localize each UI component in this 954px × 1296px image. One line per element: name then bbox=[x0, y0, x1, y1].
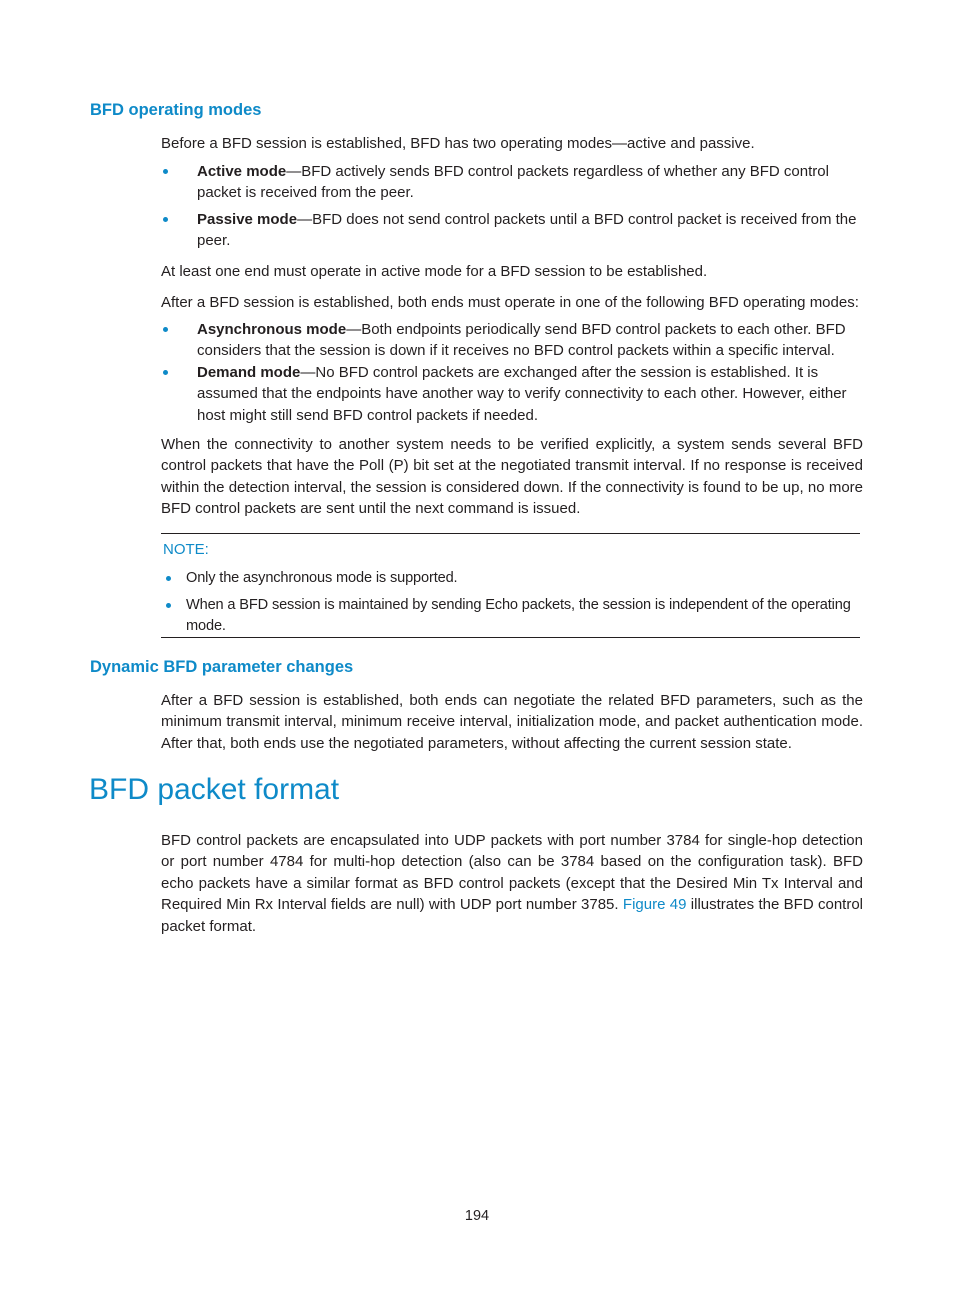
section-heading-dynamic-parameters: Dynamic BFD parameter changes bbox=[90, 658, 354, 676]
term-asynchronous-mode: Asynchronous mode bbox=[197, 321, 347, 338]
list-item bbox=[163, 595, 860, 638]
term-description: —BFD actively sends BFD control packets regardless of whether any BFD control packet is received from the peer. bbox=[197, 163, 829, 202]
note-list bbox=[163, 568, 860, 638]
list-item bbox=[161, 319, 863, 362]
session-modes-list bbox=[161, 319, 863, 426]
term-description: —No BFD control packets are exchanged after the session is established. It is assumed that the endpoints have another way to verify connectivity to each other. However, either host might still send BFD control packets if needed. bbox=[197, 363, 847, 424]
section-heading-operating-modes: BFD operating modes bbox=[90, 101, 262, 119]
term-description: —Both endpoints periodically send BFD control packets to each other. BFD considers that the session is down if it receives no BFD control packets within a specific interval. bbox=[197, 321, 846, 360]
bullet-icon bbox=[163, 217, 168, 222]
bullet-icon bbox=[163, 370, 168, 375]
term-description: —BFD does not send control packets until a BFD control packet is received from the peer. bbox=[197, 210, 857, 250]
paragraph-connectivity: When the connectivity to another system needs to be verified explicitly, a system sends several BFD control packets that have the Poll (P) bit set at the negotiated transmit interval. If no response is received within the detection interval, the session is considered down. If the connectivity is found to be up, no more BFD control packets are sent until the next command is issued. bbox=[161, 436, 863, 518]
bullet-icon bbox=[163, 327, 168, 332]
paragraph-dynamic-parameters: After a BFD session is established, both ends can negotiate the related BFD parameters, such as the minimum transmit interval, minimum receive interval, initialization mode, and packet authentication mode. After that, both ends use the negotiated parameters, without affecting the current session state. bbox=[161, 692, 863, 752]
paragraph-text: illustrates the BFD control packet format. bbox=[161, 896, 864, 935]
note-top-rule bbox=[161, 533, 860, 534]
list-item bbox=[161, 362, 863, 426]
note-bottom-rule bbox=[161, 637, 860, 638]
note-item-text: When a BFD session is maintained by sending Echo packets, the session is independent of the operating mode. bbox=[186, 596, 851, 635]
figure-49-link[interactable]: Figure 49 bbox=[622, 896, 687, 914]
note-title: NOTE: bbox=[163, 541, 209, 558]
list-item bbox=[161, 209, 863, 252]
page-number: 194 bbox=[464, 1208, 490, 1224]
paragraph-text: BFD control packets are encapsulated into UDP packets with port number 3784 for single-hop detection or port number 4784 for multi-hop detection (also can be 3784 based on the configuration task). BFD echo packets have a similar format as BFD control packets (except that the Desired Min Tx Interval and Required Min Rx Interval fields are null) with UDP port number 3785. bbox=[161, 832, 863, 914]
term-demand-mode: Demand mode bbox=[197, 363, 301, 381]
chapter-heading-packet-format: BFD packet format bbox=[89, 773, 340, 806]
term-passive-mode: Passive mode bbox=[197, 210, 298, 228]
term-active-mode: Active mode bbox=[197, 163, 287, 180]
bullet-icon bbox=[166, 576, 171, 581]
intro-paragraph: Before a BFD session is established, BFD has two operating modes—active and passive. bbox=[161, 135, 755, 152]
paragraph-after-established: After a BFD session is established, both ends must operate in one of the following BFD operating modes: bbox=[161, 294, 859, 311]
paragraph-packet-format bbox=[161, 830, 863, 937]
bullet-icon bbox=[166, 603, 171, 608]
note-item-text: Only the asynchronous mode is supported. bbox=[186, 570, 458, 586]
bullet-icon bbox=[163, 169, 168, 174]
list-item bbox=[161, 161, 863, 204]
paragraph-active-requirement: At least one end must operate in active mode for a BFD session to be established. bbox=[161, 263, 708, 280]
list-item bbox=[163, 568, 860, 590]
operating-modes-list bbox=[161, 161, 863, 252]
